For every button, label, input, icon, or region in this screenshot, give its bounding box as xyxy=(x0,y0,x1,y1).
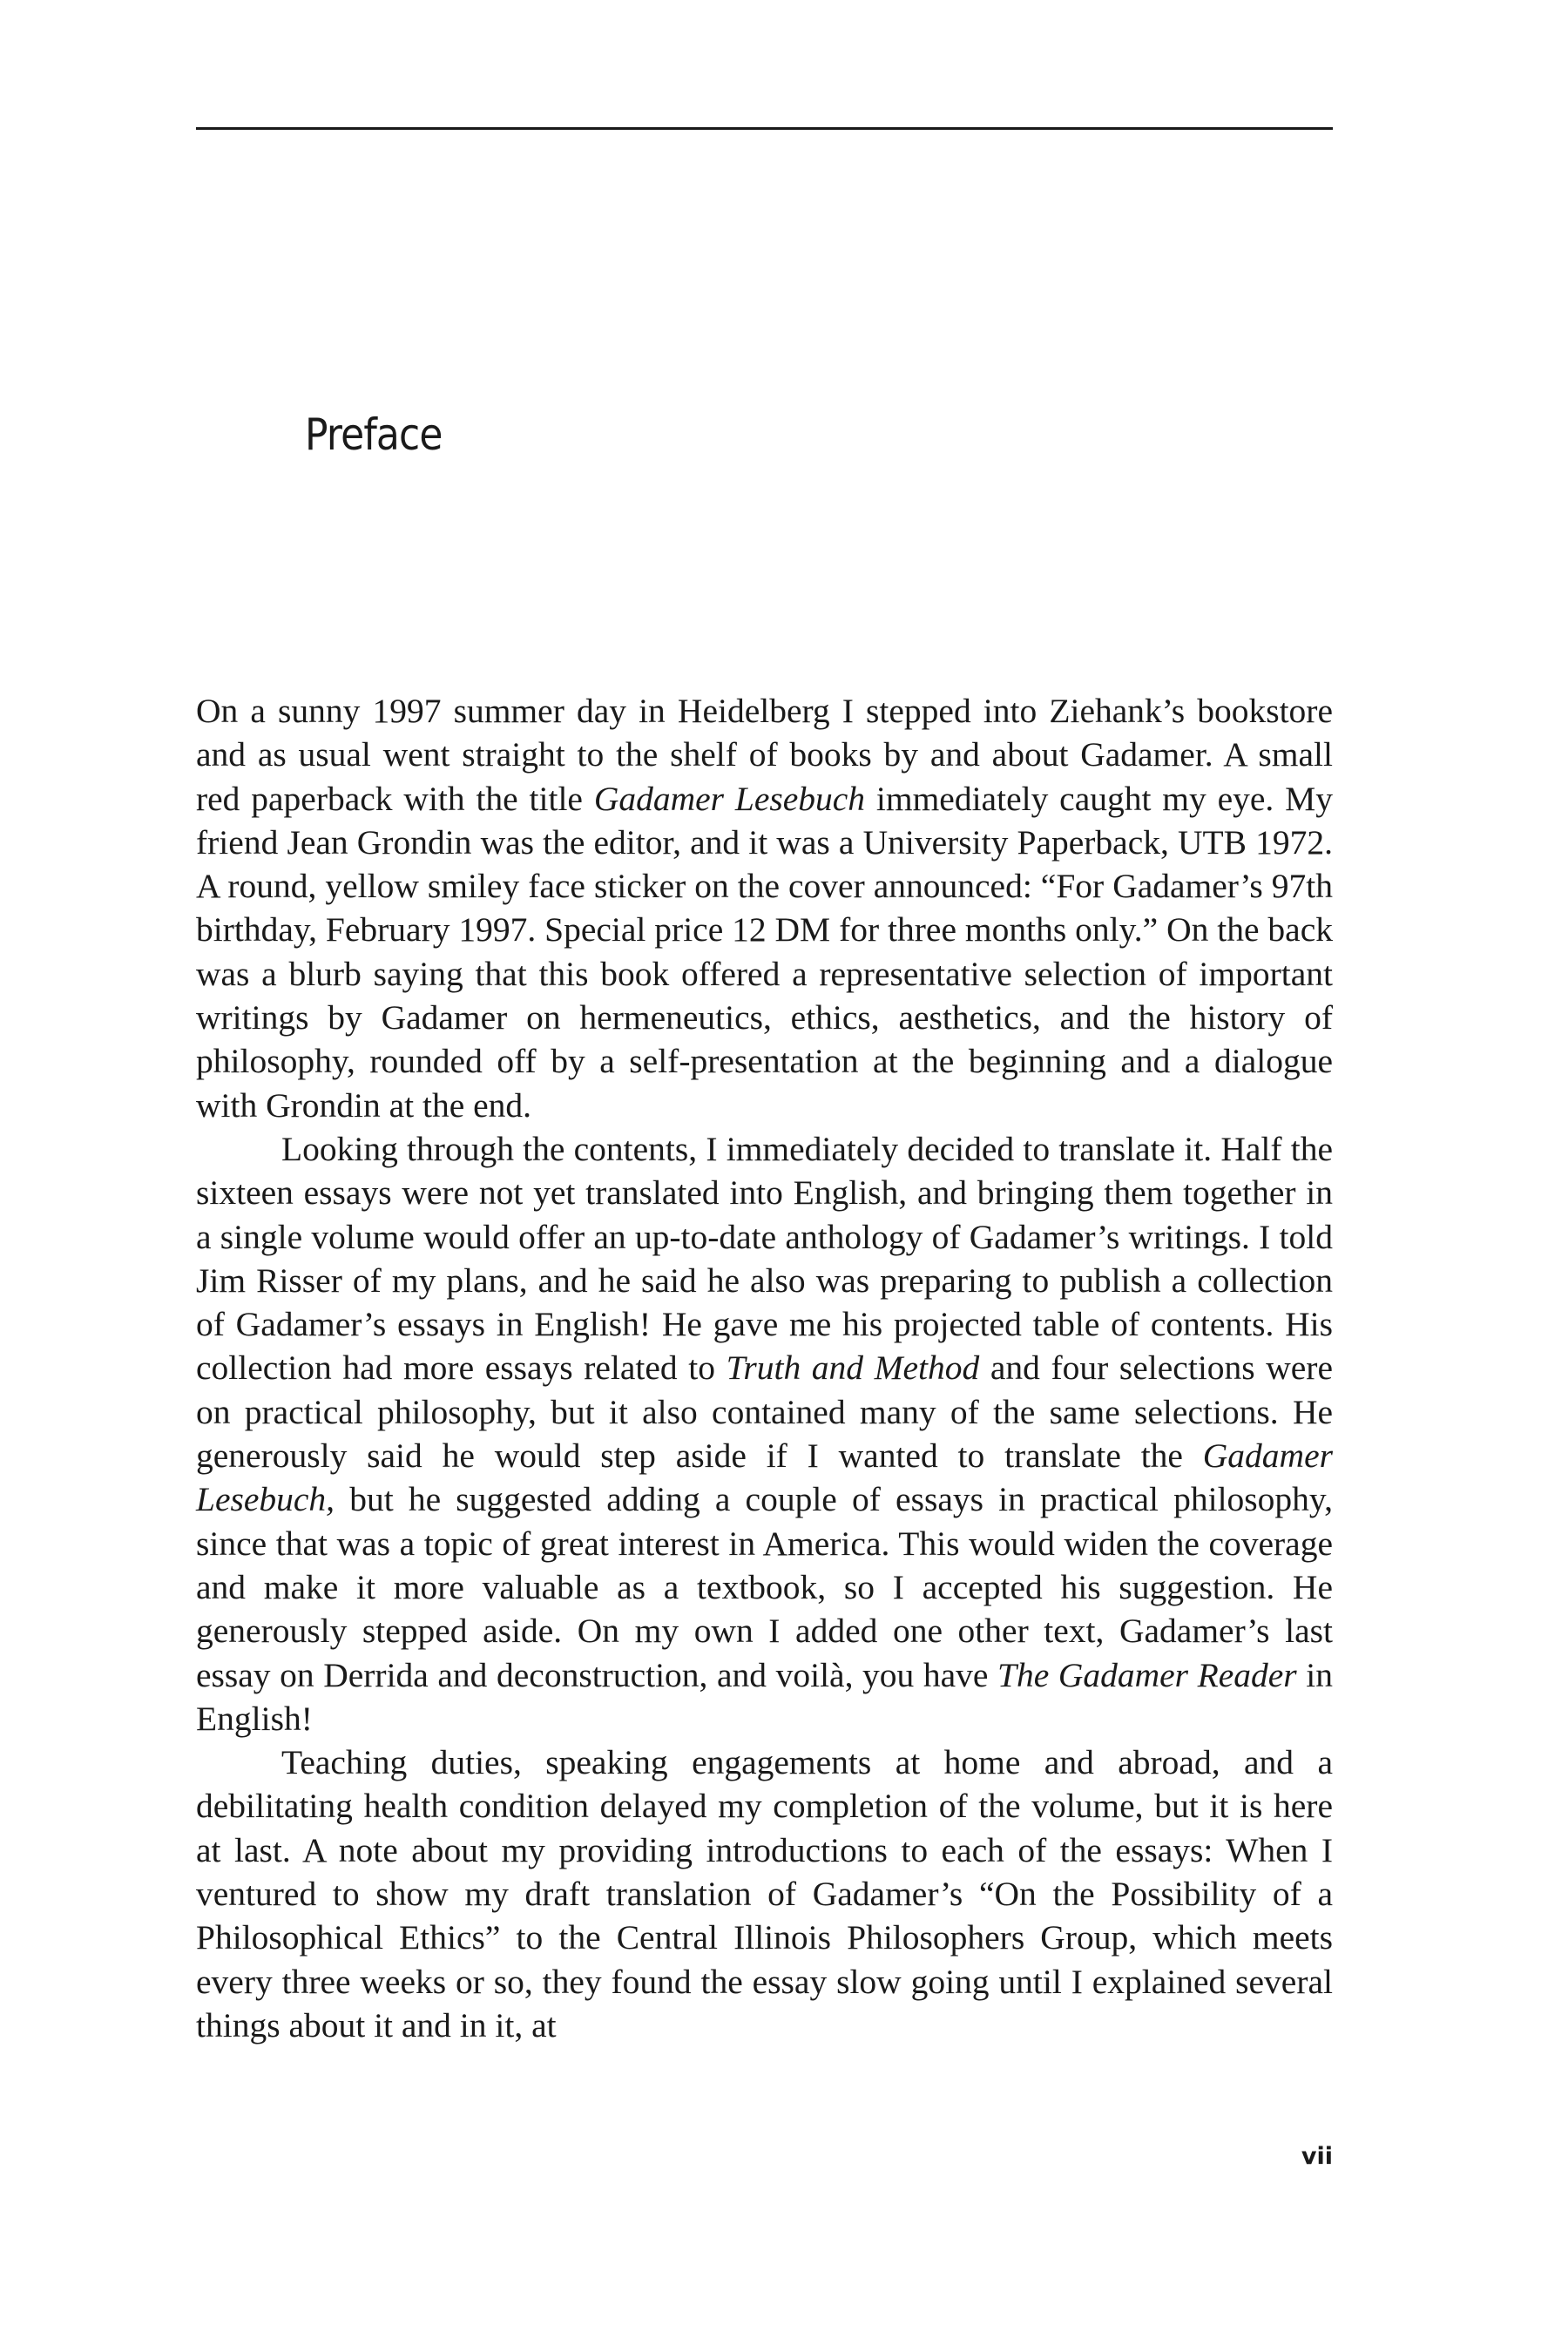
text-run: but he suggested adding a couple of essays in practical philosophy, since that was a topic of great interest in America. This would widen the coverage and make it more valuable as a textbook, so I accepted his suggestion. He generously stepped aside. On my own I added one other text, Gadamer’s last essay on Derrida and deconstruction, and voilà, you have xyxy=(196,1480,1333,1694)
page-number: vii xyxy=(1301,2143,1333,2170)
header-rule xyxy=(196,127,1333,130)
chapter-title: Preface xyxy=(305,409,443,460)
text-run: and four selections were on practical philosophy, but it also contained many of the same selections. He generously said he would step aside if I wanted to translate the xyxy=(196,1348,1333,1476)
text-run: in English! xyxy=(196,1655,1333,1738)
paragraph xyxy=(196,1127,1333,1740)
italic-title-text: Truth and Method xyxy=(726,1348,980,1388)
text-run: Looking through the contents, I immediately decided to translate it. Half the sixteen essays were not yet translated into English, and bringing them together in a single volume would offer an up-to-date anthology of Gadamer’s writings. I told Jim Risser of my plans, and he said he also was preparing to publish a collection of Gadamer’s essays in English! He gave me his projected table of contents. His collection had more essays related to xyxy=(196,1129,1333,1388)
italic-title-text: The Gadamer Reader xyxy=(997,1655,1297,1694)
paragraph xyxy=(196,1740,1333,2047)
italic-title-text: Gadamer Lesebuch xyxy=(593,779,866,818)
body-text xyxy=(196,689,1333,2047)
paragraph xyxy=(196,689,1333,1127)
text-run: immediately caught my eye. My friend Jean Grondin was the editor, and it was a University Paperback, UTB 1972. A round, yellow smiley face sticker on the cover announced: “For Gadamer’s 97th birthday, February 1997. Special price 12 DM for three months only.” On the back was a blurb saying that this book offered a representative selection of important writings by Gadamer on hermeneutics, ethics, aesthetics, and the history of philosophy, rounded off by a self-presentation at the beginning and a dialogue with Grondin at the end. xyxy=(196,779,1333,1125)
italic-title-text: Gadamer Lesebuch, xyxy=(196,1436,1333,1519)
text-run: On a sunny 1997 summer day in Heidelberg I stepped into Ziehank’s bookstore and as usual went straight to the shelf of books by and about Gadamer. A small red paperback with the title xyxy=(196,692,1333,818)
text-run: Teaching duties, speaking engagements at home and abroad, and a debilitating health condition delayed my completion of the volume, but it is here at last. A note about my providing introductions to each of the essays: When I ventured to show my draft translation of Gadamer’s “On the Possibility of a Philosophical Ethics” to the Central Illinois Philosophers Group, which meets every three weeks or so, they found the essay slow going until I explained several things about it and in it, at xyxy=(196,1743,1333,2044)
